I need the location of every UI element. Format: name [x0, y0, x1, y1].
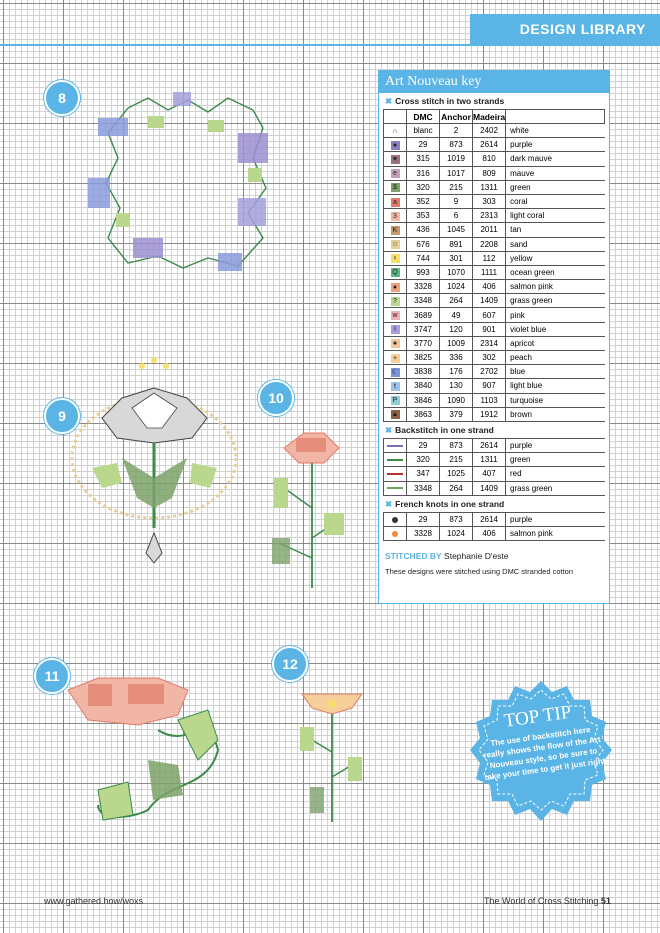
page-number: 51	[600, 896, 611, 906]
col-dmc: DMC	[407, 110, 440, 124]
colour-name: dark mauve	[506, 152, 605, 166]
key-row	[384, 322, 605, 336]
dmc-code: 3328	[407, 526, 440, 540]
key-row	[384, 280, 605, 294]
key-row	[384, 180, 605, 194]
colour-name: red	[506, 467, 606, 481]
anchor-code: 120	[440, 322, 473, 336]
key-row	[384, 379, 605, 393]
design-number-11: 11	[34, 658, 70, 694]
design-10-flower	[264, 418, 360, 598]
key-row	[384, 209, 605, 223]
colour-name: pink	[506, 308, 605, 322]
col-anchor: Anchor	[441, 111, 471, 122]
anchor-code: 264	[440, 481, 473, 495]
anchor-code: 1025	[440, 467, 473, 481]
colour-name: grass green	[506, 294, 605, 308]
colour-name: coral	[506, 194, 605, 208]
anchor-code: 1045	[440, 223, 473, 237]
anchor-code: 49	[440, 308, 473, 322]
symbol-swatch: I	[391, 325, 400, 334]
cross-stitch-table	[383, 109, 605, 422]
french-knot-heading: ✖ French knots in one strand	[385, 498, 505, 509]
footer-magazine: The World of Cross Stitching 51	[484, 896, 611, 906]
colour-name: yellow	[506, 251, 605, 265]
dmc-code: 3825	[407, 351, 440, 365]
madeira-code: 2314	[473, 336, 506, 350]
colour-name: purple	[506, 512, 606, 526]
madeira-code: 607	[473, 308, 506, 322]
design-8-vine-frame	[88, 88, 288, 284]
key-row	[384, 124, 605, 138]
anchor-code: 1090	[440, 393, 473, 407]
key-row	[384, 407, 605, 421]
design-number-9: 9	[44, 398, 80, 434]
design-12-flower	[292, 682, 372, 832]
colour-name: sand	[506, 237, 605, 251]
backstitch-line	[387, 487, 403, 489]
dmc-code: 993	[407, 265, 440, 279]
symbol-swatch: w	[392, 312, 398, 320]
colour-name: violet blue	[506, 322, 605, 336]
madeira-code: 901	[473, 322, 506, 336]
symbol-swatch: +	[391, 354, 400, 363]
dmc-code: 744	[407, 251, 440, 265]
madeira-code: 2614	[473, 512, 506, 526]
symbol-swatch: ▲	[391, 411, 399, 419]
top-tip-body: The use of backstitch here really shows the flow of the Art Nouveau style, so be sure to take your time to get it just right	[482, 725, 606, 783]
dmc-code: 3770	[407, 336, 440, 350]
colour-name: green	[506, 453, 606, 467]
anchor-code: 891	[440, 237, 473, 251]
symbol-swatch: K	[391, 226, 400, 235]
colour-name: white	[506, 124, 605, 138]
dmc-code: 3348	[407, 294, 440, 308]
top-tip-title: TOP TIP	[502, 701, 573, 732]
anchor-code: 1017	[440, 166, 473, 180]
dmc-code: 29	[407, 138, 440, 152]
dmc-code: 676	[407, 237, 440, 251]
madeira-code: 303	[473, 194, 506, 208]
colour-name: blue	[506, 365, 605, 379]
design-11-rose	[58, 670, 228, 830]
key-row	[384, 365, 605, 379]
key-row	[384, 351, 605, 365]
thread-note: These designs were stitched using DMC stranded cotton	[385, 567, 574, 577]
design-number-12: 12	[272, 646, 308, 682]
key-row	[384, 336, 605, 350]
symbol-swatch: P	[391, 396, 400, 405]
dmc-code: 3747	[407, 322, 440, 336]
symbol-swatch: ●	[391, 141, 400, 150]
dmc-code: 3348	[407, 481, 440, 495]
dmc-code: 3846	[407, 393, 440, 407]
colour-name: grass green	[506, 481, 606, 495]
madeira-code: 1912	[473, 407, 506, 421]
key-row	[384, 237, 605, 251]
madeira-code: 407	[473, 467, 506, 481]
backstitch-line	[387, 473, 403, 475]
colour-name: turquoise	[506, 393, 605, 407]
symbol-swatch: ?	[391, 297, 400, 306]
colour-name: purple	[506, 138, 605, 152]
anchor-code: 1070	[440, 265, 473, 279]
cross-stitch-heading: ✖ Cross stitch in two strands	[385, 96, 505, 106]
madeira-code: 907	[473, 379, 506, 393]
madeira-code: 2614	[473, 438, 506, 452]
madeira-code: 2208	[473, 237, 506, 251]
symbol-swatch: ♠	[391, 339, 400, 348]
anchor-code: 1009	[440, 336, 473, 350]
symbol-swatch: ♥	[391, 155, 400, 164]
key-row	[384, 308, 605, 322]
symbol-swatch: a	[391, 198, 400, 207]
anchor-code: 873	[440, 438, 473, 452]
anchor-code: 873	[440, 138, 473, 152]
madeira-code: 2614	[473, 138, 506, 152]
dmc-code: blanc	[407, 124, 440, 138]
dmc-code: 3689	[407, 308, 440, 322]
symbol-swatch: ∩	[392, 127, 398, 135]
key-row	[384, 526, 606, 540]
design-number-8: 8	[44, 80, 80, 116]
madeira-code: 2011	[473, 223, 506, 237]
madeira-code: 406	[473, 280, 506, 294]
cross-icon: ✖	[385, 498, 393, 509]
key-row	[384, 138, 605, 152]
anchor-code: 1024	[440, 280, 473, 294]
french-knot-table	[383, 512, 605, 541]
colour-name: salmon pink	[506, 526, 606, 540]
anchor-code: 873	[440, 512, 473, 526]
anchor-code: 215	[440, 453, 473, 467]
madeira-code: 1311	[473, 180, 506, 194]
madeira-code: 406	[473, 526, 506, 540]
dmc-code: 320	[407, 453, 440, 467]
colour-name: mauve	[506, 166, 605, 180]
madeira-code: 1409	[473, 294, 506, 308]
symbol-swatch: Q	[392, 269, 398, 277]
anchor-code: 9	[440, 194, 473, 208]
madeira-code: 1103	[473, 393, 506, 407]
symbol-swatch: ☾	[391, 368, 399, 376]
footer-url: www.gathered.how/woxs	[44, 896, 144, 906]
colour-name: purple	[506, 438, 606, 452]
colour-name: salmon pink	[506, 280, 605, 294]
backstitch-line	[387, 459, 403, 461]
anchor-code: 301	[440, 251, 473, 265]
madeira-code: 112	[473, 251, 506, 265]
french-knot-dot	[392, 531, 398, 537]
stitched-by: STITCHED BY Stephanie D'este	[385, 551, 509, 562]
dmc-code: 352	[407, 194, 440, 208]
colour-name: brown	[506, 407, 605, 421]
design-9-lily	[62, 348, 242, 580]
cross-icon: ✖	[385, 424, 393, 435]
header-rule	[0, 44, 660, 46]
design-number-10: 10	[258, 380, 294, 416]
madeira-code: 2702	[473, 365, 506, 379]
key-row	[384, 223, 605, 237]
colour-name: light blue	[506, 379, 605, 393]
dmc-code: 347	[407, 467, 440, 481]
backstitch-line	[387, 445, 403, 447]
colour-name: green	[506, 180, 605, 194]
section-header: DESIGN LIBRARY	[470, 14, 660, 44]
anchor-code: 1024	[440, 526, 473, 540]
dmc-code: 320	[407, 180, 440, 194]
madeira-code: 809	[473, 166, 506, 180]
dmc-code: 29	[407, 512, 440, 526]
key-row	[384, 481, 606, 495]
key-row	[384, 166, 605, 180]
key-row	[384, 512, 606, 526]
madeira-code: 810	[473, 152, 506, 166]
cross-icon: ✖	[385, 96, 393, 106]
key-row	[384, 453, 606, 467]
dmc-code: 3863	[407, 407, 440, 421]
key-row	[384, 265, 605, 279]
colour-name: apricot	[506, 336, 605, 350]
key-row	[384, 294, 605, 308]
key-row	[384, 152, 605, 166]
symbol-swatch: ☆	[391, 241, 399, 249]
dmc-code: 316	[407, 166, 440, 180]
key-row	[384, 467, 606, 481]
madeira-code: 1409	[473, 481, 506, 495]
french-knot-dot	[392, 517, 398, 523]
anchor-code: 215	[440, 180, 473, 194]
symbol-swatch: ●	[391, 283, 400, 292]
anchor-code: 1019	[440, 152, 473, 166]
dmc-code: 3838	[407, 365, 440, 379]
madeira-code: 2313	[473, 209, 506, 223]
backstitch-heading: ✖ Backstitch in one strand	[385, 424, 494, 435]
backstitch-table	[383, 438, 605, 496]
col-madeira: Madeira	[473, 111, 506, 122]
anchor-code: 379	[440, 407, 473, 421]
dmc-code: 315	[407, 152, 440, 166]
colour-name: peach	[506, 351, 605, 365]
dmc-code: 353	[407, 209, 440, 223]
symbol-swatch: t	[391, 382, 400, 391]
colour-name: ocean green	[506, 265, 605, 279]
symbol-swatch: ♀	[392, 255, 398, 263]
colour-key-panel	[378, 70, 610, 604]
dmc-code: 29	[407, 438, 440, 452]
anchor-code: 130	[440, 379, 473, 393]
madeira-code: 1111	[473, 265, 506, 279]
key-row	[384, 251, 605, 265]
anchor-code: 2	[440, 124, 473, 138]
key-row	[384, 393, 605, 407]
symbol-swatch: 3	[391, 212, 400, 221]
madeira-code: 302	[473, 351, 506, 365]
key-row	[384, 438, 606, 452]
dmc-code: 3328	[407, 280, 440, 294]
colour-name: light coral	[506, 209, 605, 223]
colour-name: tan	[506, 223, 605, 237]
key-row	[384, 194, 605, 208]
anchor-code: 336	[440, 351, 473, 365]
anchor-code: 176	[440, 365, 473, 379]
key-title: Art Nouveau key	[379, 71, 609, 93]
anchor-code: 6	[440, 209, 473, 223]
anchor-code: 264	[440, 294, 473, 308]
madeira-code: 2402	[473, 124, 506, 138]
symbol-swatch: e	[391, 169, 400, 178]
madeira-code: 1311	[473, 453, 506, 467]
dmc-code: 3840	[407, 379, 440, 393]
dmc-code: 436	[407, 223, 440, 237]
symbol-swatch: $	[391, 183, 400, 192]
